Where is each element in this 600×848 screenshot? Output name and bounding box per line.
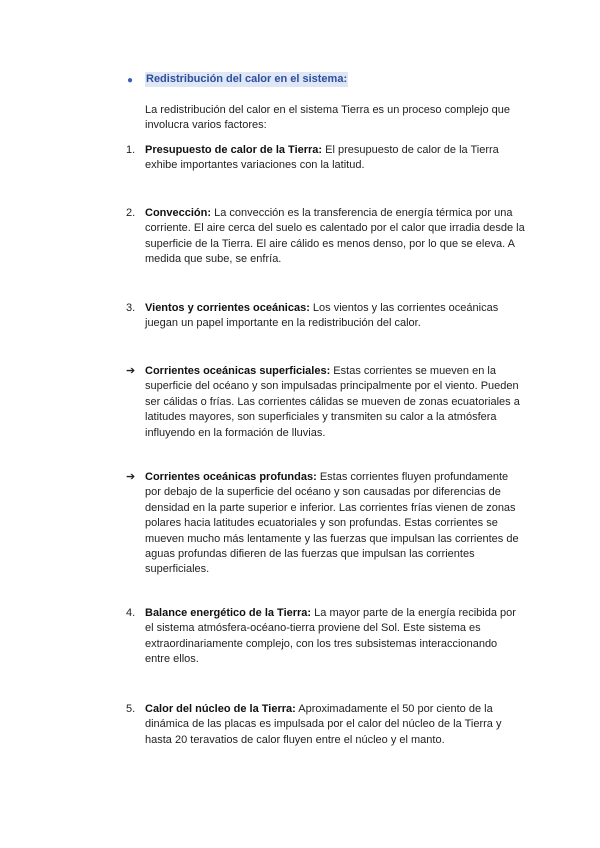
list-item-3-text: Los vientos y las corrientes oceánicas juegan un papel importante en la redistribución del calor. xyxy=(145,302,499,330)
list-marker-5: 5. xyxy=(126,703,136,715)
list-item-2-title: Convección: xyxy=(145,207,212,219)
list-item-5 xyxy=(145,702,525,748)
list-item-4-title: Balance energético de la Tierra: xyxy=(145,607,312,619)
list-item-1-text: El presupuesto de calor de la Tierra exhibe importantes variaciones con la latitud. xyxy=(145,144,499,172)
list-item-1 xyxy=(145,143,525,174)
intro-paragraph: La redistribución del calor en el sistema Tierra es un proceso complejo que involucra varios factores: xyxy=(145,104,511,132)
list-marker-4: 4. xyxy=(126,607,136,619)
section-bullet: ● xyxy=(127,75,134,86)
sub-item-surface-currents-title: Corrientes oceánicas superficiales: xyxy=(145,365,331,377)
sub-item-deep-currents-text: Estas corrientes fluyen profundamente por debajo de la superficie del océano y son causadas por diferencias de densidad en la parte superior e inferior. Las corrientes frías vienen de zonas polares hacia latitudes ecuatoriales y son profundas. Estas corrientes se mueven mucho más lentamente y las fuerzas que impulsan las corrientes de aguas profundas difieren de las fuerzas que impulsan las corrientes superficiales. xyxy=(145,471,519,576)
sub-item-surface-currents xyxy=(145,364,525,441)
list-item-2-text: La convección es la transferencia de energía térmica por una corriente. El aire cerca del suelo es calentado por el calor que irradia desde la superficie de la Tierra. El aire cálido es menos denso, por lo que se eleva. A medida que sube, se enfría. xyxy=(145,207,525,266)
section-heading: Redistribución del calor en el sistema: xyxy=(146,73,348,85)
list-marker-1: 1. xyxy=(126,144,136,156)
arrow-icon: ➔ xyxy=(126,471,136,483)
list-item-5-title: Calor del núcleo de la Tierra: xyxy=(145,703,296,715)
arrow-icon: ➔ xyxy=(126,365,136,377)
list-item-2 xyxy=(145,206,525,268)
list-item-4 xyxy=(145,606,525,668)
list-marker-2: 2. xyxy=(126,207,136,219)
sub-item-surface-currents-text: Estas corrientes se mueven en la superficie del océano y son impulsadas principalmente por el viento. Pueden ser cálidas o frías. Las corrientes cálidas se mueven de zonas ecuatoriales a latitudes mayores, son superficiales y transmiten su calor a la atmósfera influyendo en la formación de lluvias. xyxy=(145,365,520,439)
list-item-4-text: La mayor parte de la energía recibida por el sistema atmósfera-océano-tierra proviene del Sol. Este sistema es extraordinariamente complejo, con los tres subsistemas interaccionando entre ellos. xyxy=(145,607,516,666)
list-marker-3: 3. xyxy=(126,302,136,314)
list-item-3 xyxy=(145,301,525,332)
list-item-5-text: Aproximadamente el 50 por ciento de la dinámica de las placas es impulsada por el calor del núcleo de la Tierra y hasta 20 teravatios de calor fluyen entre el núcleo y el manto. xyxy=(145,703,502,746)
sub-item-deep-currents-title: Corrientes oceánicas profundas: xyxy=(145,471,317,483)
sub-item-deep-currents xyxy=(145,470,525,578)
list-item-1-title: Presupuesto de calor de la Tierra: xyxy=(145,144,323,156)
list-item-3-title: Vientos y corrientes oceánicas: xyxy=(145,302,310,314)
